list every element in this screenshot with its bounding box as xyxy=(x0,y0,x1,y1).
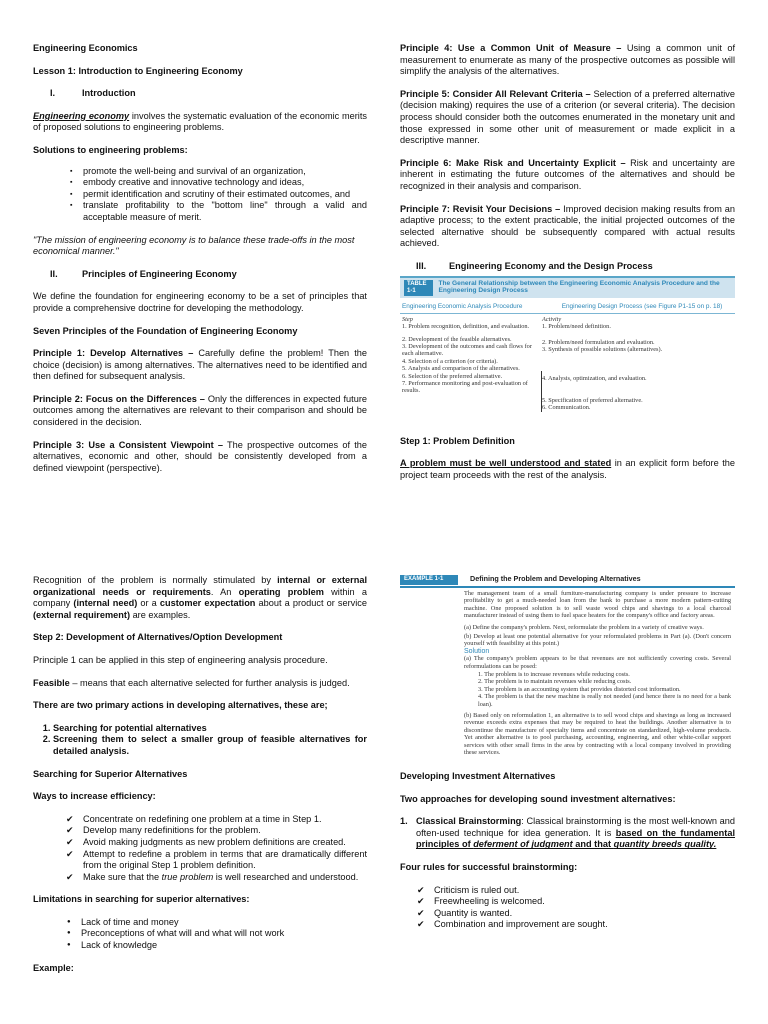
limitations-list xyxy=(33,917,367,952)
step-1-heading: Step 1: Problem Definition xyxy=(400,435,515,446)
principle-2 xyxy=(33,394,367,429)
example-question-b: (b) Develop at least one potential alternative for your reformulated problems in Part (a). (Don't concern yourself with feasibility at this point.) xyxy=(464,632,731,648)
text-run: . An xyxy=(210,586,239,597)
mission-quote: "The mission of engineering economy is to balance these trade-offs in the most economical manner." xyxy=(33,234,355,257)
list-item: ✔ Quantity is wanted. xyxy=(434,908,735,920)
principle-5-label: Principle 5: Consider All Relevant Criteria – xyxy=(400,88,591,99)
section-3-heading xyxy=(416,261,735,273)
table-row: 4. Selection of a criterion (or criteria). xyxy=(402,357,498,365)
table-left-column xyxy=(402,316,542,412)
step-2-heading: Step 2: Development of Alternatives/Option Development xyxy=(33,632,283,643)
table-left-subheader: Step xyxy=(402,315,413,323)
emphasis-run: (internal need) xyxy=(73,598,138,609)
left-top-column xyxy=(33,43,367,474)
list-item: ✔ Attempt to redefine a problem in terms that are dramatically different from the original Step 1 problem definition. xyxy=(83,849,367,872)
emphasis-run: quantity breeds quality. xyxy=(613,839,717,850)
text-run: Recognition of the problem is normally stimulated by xyxy=(33,575,278,585)
list-item: ▪ permit identification and scrutiny of their estimated outcomes, and xyxy=(83,189,367,201)
foundation-paragraph: We define the foundation for engineering economy to be a set of principles that provide a comprehensive doctrine for developing the methodology. xyxy=(33,291,367,313)
section-3-title: Engineering Economy and the Design Process xyxy=(449,260,653,271)
section-3-number: III. xyxy=(416,260,427,271)
table-row: 6. Selection of the preferred alternative. xyxy=(402,372,503,380)
section-1-heading xyxy=(50,88,367,100)
table-right-subheader: Activity xyxy=(542,315,562,323)
principle-7 xyxy=(400,204,735,250)
two-actions-heading: There are two primary actions in developing alternatives, these are; xyxy=(33,700,328,711)
table-right-column xyxy=(542,316,732,412)
right-bottom-column xyxy=(400,575,735,931)
example-tag: EXAMPLE 1-1 xyxy=(400,575,458,585)
table-row: 1. Problem recognition, definition, and evaluation. xyxy=(402,323,530,331)
principle-3-label: Principle 3: Use a Consistent Viewpoint – xyxy=(33,439,224,450)
principle-3 xyxy=(33,440,367,475)
limitations-heading: Limitations in searching for superior alternatives: xyxy=(33,894,250,905)
table-left-header: Engineering Economic Analysis Procedure xyxy=(402,303,523,311)
ways-list xyxy=(33,814,367,884)
list-item: ▪ translate profitability to the "bottom line" through a valid and acceptable measure of merit. xyxy=(83,200,367,223)
solutions-heading: Solutions to engineering problems: xyxy=(33,144,188,155)
table-title: The General Relationship between the Engineering Economic Analysis Procedure and the Engineering Design Process xyxy=(438,279,720,294)
emphasis-run: based on the fundamental principles of xyxy=(416,827,736,850)
emphasis-run: customer expectation xyxy=(159,598,256,609)
table-row: 3. Synthesis of possible solutions (alternatives). xyxy=(542,345,663,353)
list-item: ✔ Concentrate on redefining one problem at a time in Step 1. xyxy=(83,814,367,826)
emphasis-run: (external requirement) xyxy=(33,609,131,620)
principle-4-label: Principle 4: Use a Common Unit of Measure – xyxy=(400,43,622,53)
text-run: about a product or service xyxy=(255,598,367,609)
table-row: 5. Analysis and comparison of the alternatives. xyxy=(402,365,520,373)
course-title: Engineering Economics xyxy=(33,43,138,53)
solutions-list xyxy=(33,166,367,224)
definition-term: Engineering economy xyxy=(33,110,130,121)
text-run: or a xyxy=(137,598,160,609)
emphasis-run: internal or external organizational needs or requirements xyxy=(33,575,367,597)
searching-heading: Searching for Superior Alternatives xyxy=(33,768,188,779)
table-row: 4. Analysis, optimization, and evaluation. xyxy=(542,375,647,383)
definition-text: involves the systematic evaluation of the economic merits of proposed solutions to engineering problems. xyxy=(33,110,367,133)
list-item: ✔ Freewheeling is welcomed. xyxy=(434,896,735,908)
principle-7-label: Principle 7: Revisit Your Decisions – xyxy=(400,203,561,214)
classical-brainstorming xyxy=(400,816,735,851)
principle-1 xyxy=(33,348,367,383)
principle-6-label: Principle 6: Make Risk and Uncertainty Explicit – xyxy=(400,157,626,168)
emphasis-run: and that xyxy=(572,839,614,850)
feasible-definition xyxy=(33,678,367,690)
emphasis-run: deferment of judgment xyxy=(473,839,573,850)
section-2-number: II. xyxy=(50,268,58,279)
solution-a: (a) The company's problem appears to be that revenues are not sufficiently covering costs. Several reformulations can be posed: xyxy=(464,655,731,670)
right-top-column xyxy=(400,43,735,481)
seven-principles-heading: Seven Principles of the Foundation of Engineering Economy xyxy=(33,325,298,336)
list-item: 1. The problem is to increase revenues while reducing costs. xyxy=(478,670,630,678)
list-item: 2. The problem is to maintain revenues while reducing costs. xyxy=(478,678,632,686)
list-item: 1. Searching for potential alternatives xyxy=(53,723,367,735)
list-item: ✔ Criticism is ruled out. xyxy=(434,885,735,897)
list-item xyxy=(83,872,367,884)
table-row: 7. Performance monitoring and post-evaluation of results. xyxy=(402,379,528,395)
lesson-title: Lesson 1: Introduction to Engineering Economy xyxy=(33,65,243,76)
step-1-emphasis: A problem must be well understood and stated xyxy=(400,458,612,469)
principle-2-label: Principle 2: Focus on the Differences – xyxy=(33,393,205,404)
text-run: is well researched and understood. xyxy=(213,871,359,882)
principle-1-text: Carefully define the problem! Then the choice (decision) is among alternatives. The alternatives need to be identified and then defined for subsequent analysis. xyxy=(33,348,367,382)
example-1-1 xyxy=(400,575,735,757)
list-item: ✔ Avoid making judgments as new problem definitions are created. xyxy=(83,837,367,849)
rules-list xyxy=(400,885,735,931)
step-1-paragraph xyxy=(400,458,735,481)
example-body xyxy=(400,590,735,757)
item-number: 1. xyxy=(400,816,408,827)
table-tag: TABLE 1-1 xyxy=(404,280,433,297)
list-item: 2. Screening them to select a smaller group of feasible alternatives for detailed analysis. xyxy=(53,734,367,757)
emphasis-run: operating problem xyxy=(238,586,324,597)
table-column-headers xyxy=(400,301,735,313)
principle-2-text: Only the differences in expected future outcomes among the alternatives are relevant to their comparison and should be considered in the decision. xyxy=(33,393,367,428)
text-run: within a company xyxy=(33,586,367,609)
principle-6 xyxy=(400,158,735,193)
text-run: : Classical brainstorming is the most well-known and often-used technique for idea generation. It is xyxy=(416,816,735,838)
list-item: ● Lack of knowledge xyxy=(81,940,367,952)
table-body xyxy=(400,314,735,412)
table-bracket xyxy=(541,371,542,412)
left-bottom-column xyxy=(33,575,367,974)
list-item: ● Lack of time and money xyxy=(81,917,367,929)
solution-label: Solution xyxy=(464,647,490,655)
brainstorming-label: Classical Brainstorming xyxy=(416,816,522,827)
table-row: 5. Specification of preferred alternative. xyxy=(542,396,643,404)
developing-investment-heading: Developing Investment Alternatives xyxy=(400,771,556,782)
example-heading: Example: xyxy=(33,962,74,973)
principle-4-text: Using a common unit of measurement to enumerate as many of the prospective outcomes as possible will simplify the analysis of the alternatives. xyxy=(400,43,735,77)
feasible-text: – means that each alternative selected for further analysis is judged. xyxy=(69,677,350,688)
solution-b: (b) Based only on reformulation 1, an alternative is to sell wood chips and shavings as long as increased revenue exceeds extra expenses that may be required to heat the buildings. Another alternative is to discontinue the manufacture of specialty items and concentrate on standardized, high-volume products. Yet another alternative is to pool purchasing, accounting, engineering, and other white-collar support services with other small firms in the area by contracting with a local company involved in providing these services. xyxy=(464,711,731,757)
table-row: 6. Communication. xyxy=(542,404,591,412)
text-run: are examples. xyxy=(130,609,191,620)
table-row: 2. Problem/need formulation and evaluation. xyxy=(542,338,655,346)
section-1-title: Introduction xyxy=(82,88,136,99)
table-row: 2. Development of the feasible alternatives. xyxy=(402,335,512,343)
recognition-paragraph xyxy=(33,575,367,621)
principle-4 xyxy=(400,43,735,78)
list-item: 3. The problem is an accounting system that provides distorted cost information. xyxy=(478,685,681,693)
principle-3-text: The prospective outcomes of the alternatives, economic and other, should be consistently developed from a defined viewpoint (perspective). xyxy=(33,439,367,473)
four-rules-heading: Four rules for successful brainstorming: xyxy=(400,862,578,873)
example-title: Defining the Problem and Developing Alternatives xyxy=(470,574,641,583)
principle-7-text: Improved decision making results from an adaptive process; to the extent practicable, the initial projected outcomes of the selected alternative should be subsequently compared with actual results achieved. xyxy=(400,203,735,249)
list-item: ● Preconceptions of what will and what will not work xyxy=(81,928,367,940)
example-intro: The management team of a small furniture-manufacturing company is under pressure to increase profitability to get a much-needed loan from the bank to purchase a more modern pattern-cutting machine. One proposed solution is to sell waste wood chips and shavings to a local charcoal manufacturer instead of using them to fuel space heaters for the company's office and factory areas. xyxy=(464,589,731,620)
list-item: ✔ Develop many redefinitions for the problem. xyxy=(83,825,367,837)
principle-1-label: Principle 1: Develop Alternatives – xyxy=(33,348,194,359)
section-2-title: Principles of Engineering Economy xyxy=(82,268,237,279)
principle-5 xyxy=(400,89,735,147)
emphasis-run: true problem xyxy=(161,871,214,882)
ways-heading: Ways to increase efficiency: xyxy=(33,791,156,802)
table-header xyxy=(400,278,735,299)
list-item: ✔ Combination and improvement are sought. xyxy=(434,919,735,931)
principle-1-application: Principle 1 can be applied in this step of engineering analysis procedure. xyxy=(33,654,328,665)
table-right-header: Engineering Design Process (see Figure P1-15 on p. 18) xyxy=(561,303,723,311)
section-1-number: I. xyxy=(50,88,56,99)
text-run: Make sure that the xyxy=(83,871,162,882)
list-item: ▪ embody creative and innovative technology and ideas, xyxy=(83,177,367,189)
two-approaches-heading: Two approaches for developing sound investment alternatives: xyxy=(400,793,676,804)
feasible-label: Feasible xyxy=(33,677,70,688)
list-item: ▪ promote the well-being and survival of an organization, xyxy=(83,166,367,178)
section-2-heading xyxy=(50,269,367,281)
principle-5-text: Selection of a preferred alternative (decision making) requires the use of a criterion (or several criteria). The decision process should consider both the outcomes enumerated in the monetary unit and those expressed in some other unit of measurement or made explicit in a descriptive manner. xyxy=(400,88,735,146)
example-header xyxy=(400,575,735,588)
example-question-a: (a) Define the company's problem. Next, reformulate the problem in a variety of creative ways. xyxy=(464,623,704,631)
step-1-text: in an explicit form before the project team proceeds with the rest of the analysis. xyxy=(400,458,736,480)
table-row: 3. Development of the outcomes and cash flows for each alternative. xyxy=(402,342,532,358)
definition-paragraph xyxy=(33,111,367,134)
actions-list xyxy=(35,723,367,758)
table-1-1 xyxy=(400,276,735,412)
principle-6-text: Risk and uncertainty are inherent in estimating the future outcomes of the alternatives and should be recognized in their analysis and comparison. xyxy=(400,157,735,191)
table-row: 1. Problem/need definition. xyxy=(542,323,611,331)
list-item: 4. The problem is that the new machine is really not needed (and hence there is no need for a bank loan). xyxy=(478,693,731,708)
reformulations-list xyxy=(464,671,731,709)
